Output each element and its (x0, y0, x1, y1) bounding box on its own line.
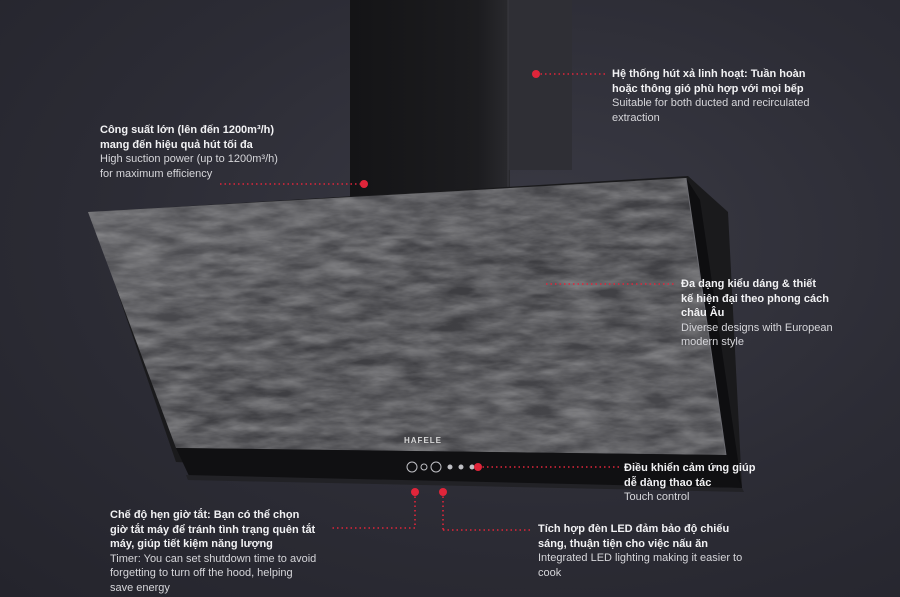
callout-design (681, 277, 833, 350)
callout-en-line: cook (538, 566, 562, 579)
callout-vi-line: kế hiện đại theo phong cách (681, 292, 829, 305)
callout-timer (110, 508, 316, 595)
callout-vi-line: Tích hợp đèn LED đảm bảo độ chiếu (538, 523, 730, 535)
callout-vi-line: Đa dạng kiểu dáng & thiết (681, 278, 817, 290)
callout-vi-line: giờ tắt máy để tránh tình trạng quên tắt (110, 523, 316, 536)
callout-ventilation (612, 67, 810, 125)
callout-vi-line: máy, giúp tiết kiệm năng lượng (110, 538, 273, 550)
callout-vi-line: dễ dàng thao tác (624, 476, 712, 489)
callout-en-line: forgetting to turn off the hood, helping (110, 567, 293, 579)
callout-en-line: extraction (612, 111, 660, 124)
callout-vi-line: Hệ thống hút xả linh hoạt: Tuần hoàn (612, 68, 806, 80)
callout-vi-line: mang đến hiệu quả hút tối đa (100, 138, 253, 151)
chimney-side (508, 0, 572, 170)
callout-vi-line: Công suất lớn (lên đến 1200m³/h) (100, 124, 275, 136)
chimney (350, 0, 510, 200)
callout-en-line: Touch control (624, 491, 690, 503)
callout-en-line: save energy (110, 581, 170, 594)
brand-logo: HAFELE (404, 436, 442, 445)
callout-vi-line: hoặc thông gió phù hợp với mọi bếp (612, 82, 804, 95)
callout-vi-line: Điều khiển cảm ứng giúp (624, 462, 756, 474)
callout-led (538, 522, 742, 580)
callout-en-line: Integrated LED lighting making it easier to (538, 552, 743, 564)
callout-en-line: modern style (681, 336, 744, 348)
callout-vi-line: Chế độ hẹn giờ tắt: Bạn có thể chọn (110, 509, 300, 521)
callout-en-line: Suitable for both ducted and recirculated (612, 97, 810, 109)
callout-en-line: Diverse designs with European (681, 321, 833, 334)
callout-en-line: for maximum efficiency (100, 167, 213, 180)
callout-en-line: Timer: You can set shutdown time to avoid (110, 552, 317, 565)
callout-en-line: High suction power (up to 1200m³/h) (100, 153, 278, 165)
callout-suction (100, 123, 278, 181)
callout-vi-line: châu Âu (681, 307, 725, 319)
callout-vi-line: sáng, thuận tiện cho việc nấu ăn (538, 537, 708, 550)
callout-touch-control (624, 461, 755, 505)
